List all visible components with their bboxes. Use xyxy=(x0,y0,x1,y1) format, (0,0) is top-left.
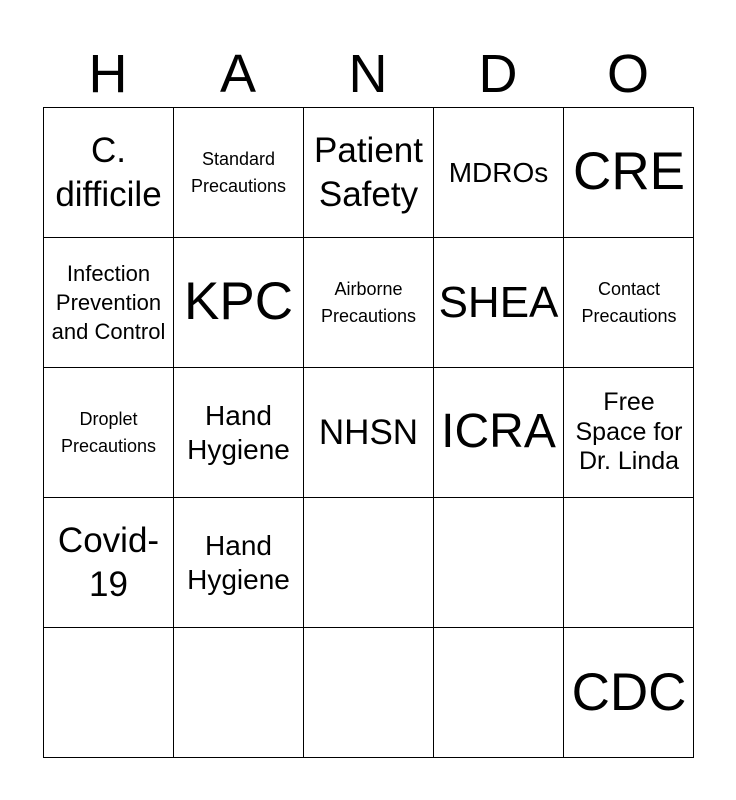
bingo-cell[interactable]: Airborne Precautions xyxy=(304,238,434,368)
bingo-cell[interactable] xyxy=(434,498,564,628)
bingo-cell[interactable]: ICRA xyxy=(434,368,564,498)
header-letter-h: H xyxy=(88,44,128,104)
bingo-cell[interactable] xyxy=(434,628,564,758)
bingo-cell[interactable]: SHEA xyxy=(434,238,564,368)
bingo-cell[interactable]: Standard Precautions xyxy=(174,108,304,238)
bingo-cell[interactable] xyxy=(564,498,694,628)
header-letter-n: N xyxy=(348,44,388,104)
bingo-cell[interactable]: Hand Hygiene xyxy=(174,498,304,628)
bingo-cell-free-space[interactable]: Free Space for Dr. Linda xyxy=(564,368,694,498)
bingo-cell[interactable]: Contact Precautions xyxy=(564,238,694,368)
bingo-cell[interactable]: Covid-19 xyxy=(44,498,174,628)
header-letter-o: O xyxy=(606,44,649,104)
bingo-cell[interactable] xyxy=(44,628,174,758)
bingo-cell[interactable] xyxy=(304,498,434,628)
bingo-cell[interactable]: Infection Prevention and Control xyxy=(44,238,174,368)
bingo-cell[interactable]: Hand Hygiene xyxy=(174,368,304,498)
bingo-cell[interactable]: Patient Safety xyxy=(304,108,434,238)
header-letter-a: A xyxy=(219,44,257,104)
bingo-cell[interactable]: Droplet Precautions xyxy=(44,368,174,498)
bingo-cell[interactable]: C. difficile xyxy=(44,108,174,238)
bingo-board xyxy=(43,107,694,758)
bingo-cell[interactable]: KPC xyxy=(174,238,304,368)
bingo-cell[interactable]: CRE xyxy=(564,108,694,238)
bingo-cell[interactable] xyxy=(304,628,434,758)
bingo-header xyxy=(43,40,693,108)
bingo-cell[interactable]: CDC xyxy=(571,662,687,722)
bingo-cell[interactable] xyxy=(174,628,304,758)
bingo-cell[interactable]: MDROs xyxy=(434,108,564,238)
bingo-cell[interactable]: NHSN xyxy=(304,368,434,498)
header-letter-d: D xyxy=(478,44,518,104)
